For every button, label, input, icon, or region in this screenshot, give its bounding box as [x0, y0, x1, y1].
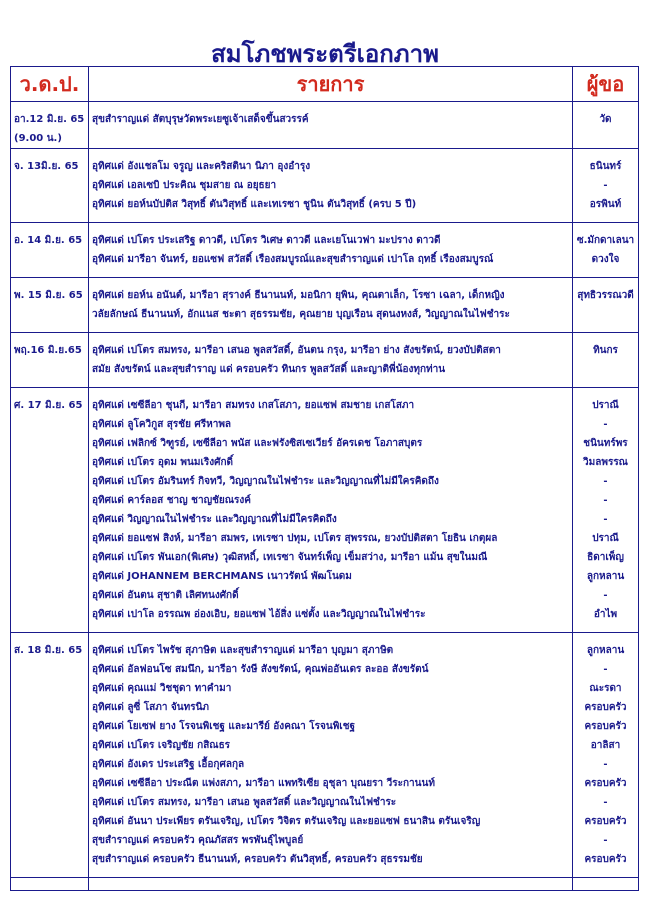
row-items	[89, 223, 573, 278]
intention-item: อุทิศแด่ อันนา ประเพียร ตรันเจริญ, เปโตร วิจิตร ตรันเจริญ และยอแซฟ ธนาสิน ตรันเจริญ	[92, 816, 481, 827]
row-requesters	[573, 278, 639, 333]
intention-item: สุขสำราญแด่ ครอบครัว ธีนานนท์, ครอบครัว ตันวิสุทธิ์, ครอบครัว สุธรรมชัย	[92, 854, 423, 865]
row-date	[11, 102, 89, 149]
row-items	[89, 333, 573, 388]
requester-name: ชนินทร์พร	[583, 438, 628, 449]
requester-name: -	[603, 476, 608, 487]
requester-name: ธิดาเพ็ญ	[587, 552, 624, 563]
header-date: ว.ด.ป.	[11, 67, 89, 102]
intention-item: อุทิศแด่ อังแชลโม จรูญ และคริสตินา นิภา อุงอำรุง	[92, 161, 311, 172]
requester-name: -	[603, 180, 608, 191]
intention-item: อุทิศแด่ เปโตร พันเอก(พิเศษ) วุฒิสหถิ์, เทเรซา จันทร์เพ็ญ เข็มสว่าง, มารีอา แม้น สุขในมณี	[92, 552, 488, 563]
intention-item: อุทิศแด่ คุณแม่ วิชชุดา ทาคำมา	[92, 683, 232, 694]
requester-name: ธนินทร์	[589, 161, 622, 172]
table-row	[11, 633, 639, 878]
intention-item: อุทิศแด่ JOHANNEM BERCHMANS เนาวรัตน์ พัฒโนดม	[92, 571, 352, 582]
requester-name: ปราณี	[592, 533, 619, 544]
intention-item: วลัยลักษณ์ ธีนานนท์, อักแนส ชะตา สุธรรมชัย, คุณยาย บุญเรือน สุดนงหงส์, วิญญาณในไฟชำระ	[92, 309, 510, 320]
row-requesters	[573, 149, 639, 223]
intention-item: อุทิศแด่ ยอห์น อนันต์, มารีอา สุรางค์ ธีนานนท์, มอนิกา ยุพิน, คุณตาเล็ก, โรซา เฉลา, เด็กหญิง	[92, 290, 505, 301]
date-line: อา.12 มิ.ย. 65	[14, 114, 85, 125]
requester-name: ทินกร	[593, 345, 618, 356]
requester-name: -	[603, 514, 608, 525]
row-items	[89, 149, 573, 223]
requester-name: ณะรดา	[589, 683, 622, 694]
intention-item: สุขสำราญแด่ ครอบครัว คุณภัสสร พรพันธุ์ไพบูลย์	[92, 835, 304, 846]
requester-name: ลูกหลาน	[586, 571, 625, 582]
table-row	[11, 149, 639, 223]
row-date	[11, 333, 89, 388]
requester-name: ลูกหลาน	[586, 645, 625, 656]
intention-item: อุทิศแด่ ลูโควิกูส สุรชัย ศรีหาพล	[92, 419, 232, 430]
row-date	[11, 388, 89, 633]
header-requester: ผู้ขอ	[573, 67, 639, 102]
row-requesters	[573, 333, 639, 388]
row-requesters	[573, 102, 639, 149]
requester-name: ครอบครัว	[584, 778, 627, 789]
date-line: พ. 15 มิ.ย. 65	[14, 290, 83, 301]
page-title: สมโภชพระตรีเอกภาพ	[211, 40, 439, 68]
table-row	[11, 333, 639, 388]
intention-item: อุทิศแด่ เปโตร เจริญชัย กสิณธร	[92, 740, 231, 751]
requester-name: อำไพ	[593, 609, 618, 620]
intention-item: อุทิศแด่ ยอห์นบัปติส วิสุทธิ์ ตันวิสุทธิ์ และเทเรซา ชูนิน ตันวิสุทธิ์ (ครบ 5 ปี)	[92, 199, 417, 210]
intention-item: อุทิศแด่ เปโตร อุดม พนมเริงศักดิ์	[92, 457, 234, 468]
requester-name: -	[603, 835, 608, 846]
intention-item: อุทิศแด่ อังเดร ประเสริฐ เอื้อกุศลกุล	[92, 759, 245, 770]
intention-item: อุทิศแด่ เซซีลีอา ประณีต แพ่งสภา, มารีอา แพทริเซีย อุชุลา บุณยรา วีระกานนท์	[92, 778, 435, 789]
requester-name: ครอบครัว	[584, 816, 627, 827]
row-date	[11, 149, 89, 223]
date-line: จ. 13มิ.ย. 65	[14, 161, 79, 172]
requester-name: ซ.มักดาเลนา	[576, 235, 635, 246]
row-date	[11, 633, 89, 878]
intention-item: อุทิศแด่ เปโตร อัมรินทร์ กิจทวี, วิญญาณในไฟชำระ และวิญญาณที่ไม่มีใครคิดถึง	[92, 476, 439, 487]
empty-cell	[11, 878, 89, 891]
table-row	[11, 388, 639, 633]
requester-name: ครอบครัว	[584, 721, 627, 732]
requester-name: วิมลพรรณ	[583, 457, 628, 468]
requester-name: -	[603, 495, 608, 506]
row-date	[11, 278, 89, 333]
intention-item: อุทิศแด่ เปโตร สมทรง, มารีอา เสนอ พูลสวัสดิ์, อันตน กรุง, มารีอา ย่าง สังขรัตน์, ยวงบัปติสตา	[92, 345, 501, 356]
intention-item: อุทิศแด่ เฟลิกซ์ วิฑูรย์, เซซีลีอา พนัส และฟรังซิสเซเวียร์ อัครเดช โอภาสบุตร	[92, 438, 423, 449]
requester-name: ดวงใจ	[591, 254, 620, 265]
row-items	[89, 102, 573, 149]
requester-name: วัด	[599, 114, 612, 125]
table-row	[11, 102, 639, 149]
intention-item: อุทิศแด่ ยอแซฟ สิงห์, มารีอา สมพร, เทเรซา ปทุม, เปโตร สุพรรณ, ยวงบัปติสตา โยธิน เกตุผล	[92, 533, 498, 544]
date-line: (9.00 น.)	[14, 133, 62, 144]
table-row	[11, 223, 639, 278]
intention-item: อุทิศแด่ วิญญาณในไฟชำระ และวิญญาณที่ไม่มีใครคิดถึง	[92, 514, 337, 525]
row-date	[11, 223, 89, 278]
requester-name: -	[603, 664, 608, 675]
requester-name: อรพินท์	[589, 199, 622, 210]
row-requesters	[573, 223, 639, 278]
intention-item: อุทิศแด่ มารีอา จันทร์, ยอแซฟ สวัสดิ์ เรืองสมบูรณ์และสุขสำราญแด่ เปาโล ฤทธิ์ เรืองสมบูรณ์	[92, 254, 494, 265]
intention-item: อุทิศแด่ เปโตร ไพรัช สุภาษิต และสุขสำราญแด่ มารีอา บุญมา สุภาษิต	[92, 645, 394, 656]
intention-item: สุขสำราญแด่ สัตบุรุษวัดพระเยซูเจ้าเสด็จขึ้นสวรรค์	[92, 114, 309, 125]
intention-item: อุทิศแด่ โยเซฟ ยาง โรจนพิเชฐ และมารีย์ อังคณา โรจนพิเชฐ	[92, 721, 356, 732]
requester-name: อาลิสา	[590, 740, 621, 751]
requester-name: ครอบครัว	[584, 854, 627, 865]
row-items	[89, 633, 573, 878]
table-header-row	[11, 67, 639, 102]
intention-item: อุทิศแด่ เปโตร ประเสริฐ ดาวดี, เปโตร วิเศษ ดาวดี และเยโนเวฟา มะปราง ดาวดี	[92, 235, 441, 246]
table-row	[11, 278, 639, 333]
intention-item: อุทิศแด่ อันตน สุชาติ เลิศทนงศักดิ์	[92, 590, 239, 601]
empty-cell	[89, 878, 573, 891]
requester-name: ครอบครัว	[584, 702, 627, 713]
intention-item: อุทิศแด่ คาร์ลอส ชาญ ชาญชัยณรงค์	[92, 495, 251, 506]
header-list: รายการ	[89, 67, 573, 102]
intention-item: อุทิศแด่ เปาโล อรรณพ อ่องเอิบ, ยอแซฟ ไอ้สิ่ง แซ่ตั้ง และวิญญาณในไฟชำระ	[92, 609, 426, 620]
date-line: พฤ.16 มิ.ย.65	[14, 345, 82, 356]
intention-item: อุทิศแด่ เอลเซบิ ประคิณ ชุมสาย ณ อยุธยา	[92, 180, 277, 191]
requester-name: -	[603, 419, 608, 430]
empty-cell	[573, 878, 639, 891]
mass-schedule-table	[10, 66, 639, 891]
row-requesters	[573, 633, 639, 878]
date-line: ศ. 17 มิ.ย. 65	[14, 400, 83, 411]
intention-item: อุทิศแด่ ลูซี่ โสภา จันทรนิภ	[92, 702, 210, 713]
intention-item: อุทิศแด่ เปโตร สมทรง, มารีอา เสนอ พูลสวัสดิ์ และวิญญาณในไฟชำระ	[92, 797, 397, 808]
intention-item: สมัย สังขรัตน์ และสุขสำราญ แด่ ครอบครัว ทินกร พูลสวัสดิ์ และญาติพี่น้องทุกท่าน	[92, 364, 446, 375]
row-requesters	[573, 388, 639, 633]
row-items	[89, 388, 573, 633]
requester-name: สุทธิวรรณวดี	[577, 290, 634, 301]
intention-item: อุทิศแด่ อัลฟอนโซ สมนึก, มารีอา รังษี สังขรัตน์, คุณพ่ออันเดร ละออ สังขรัตน์	[92, 664, 429, 675]
requester-name: -	[603, 797, 608, 808]
row-items	[89, 278, 573, 333]
date-line: อ. 14 มิ.ย. 65	[14, 235, 83, 246]
intention-item: อุทิศแด่ เซซีลีอา ชุนกี, มารีอา สมทรง เกสโสภา, ยอแซฟ สมชาย เกสโสภา	[92, 400, 415, 411]
requester-name: -	[603, 590, 608, 601]
empty-row	[11, 878, 639, 891]
requester-name: ปราณี	[592, 400, 619, 411]
requester-name: -	[603, 759, 608, 770]
date-line: ส. 18 มิ.ย. 65	[14, 645, 83, 656]
